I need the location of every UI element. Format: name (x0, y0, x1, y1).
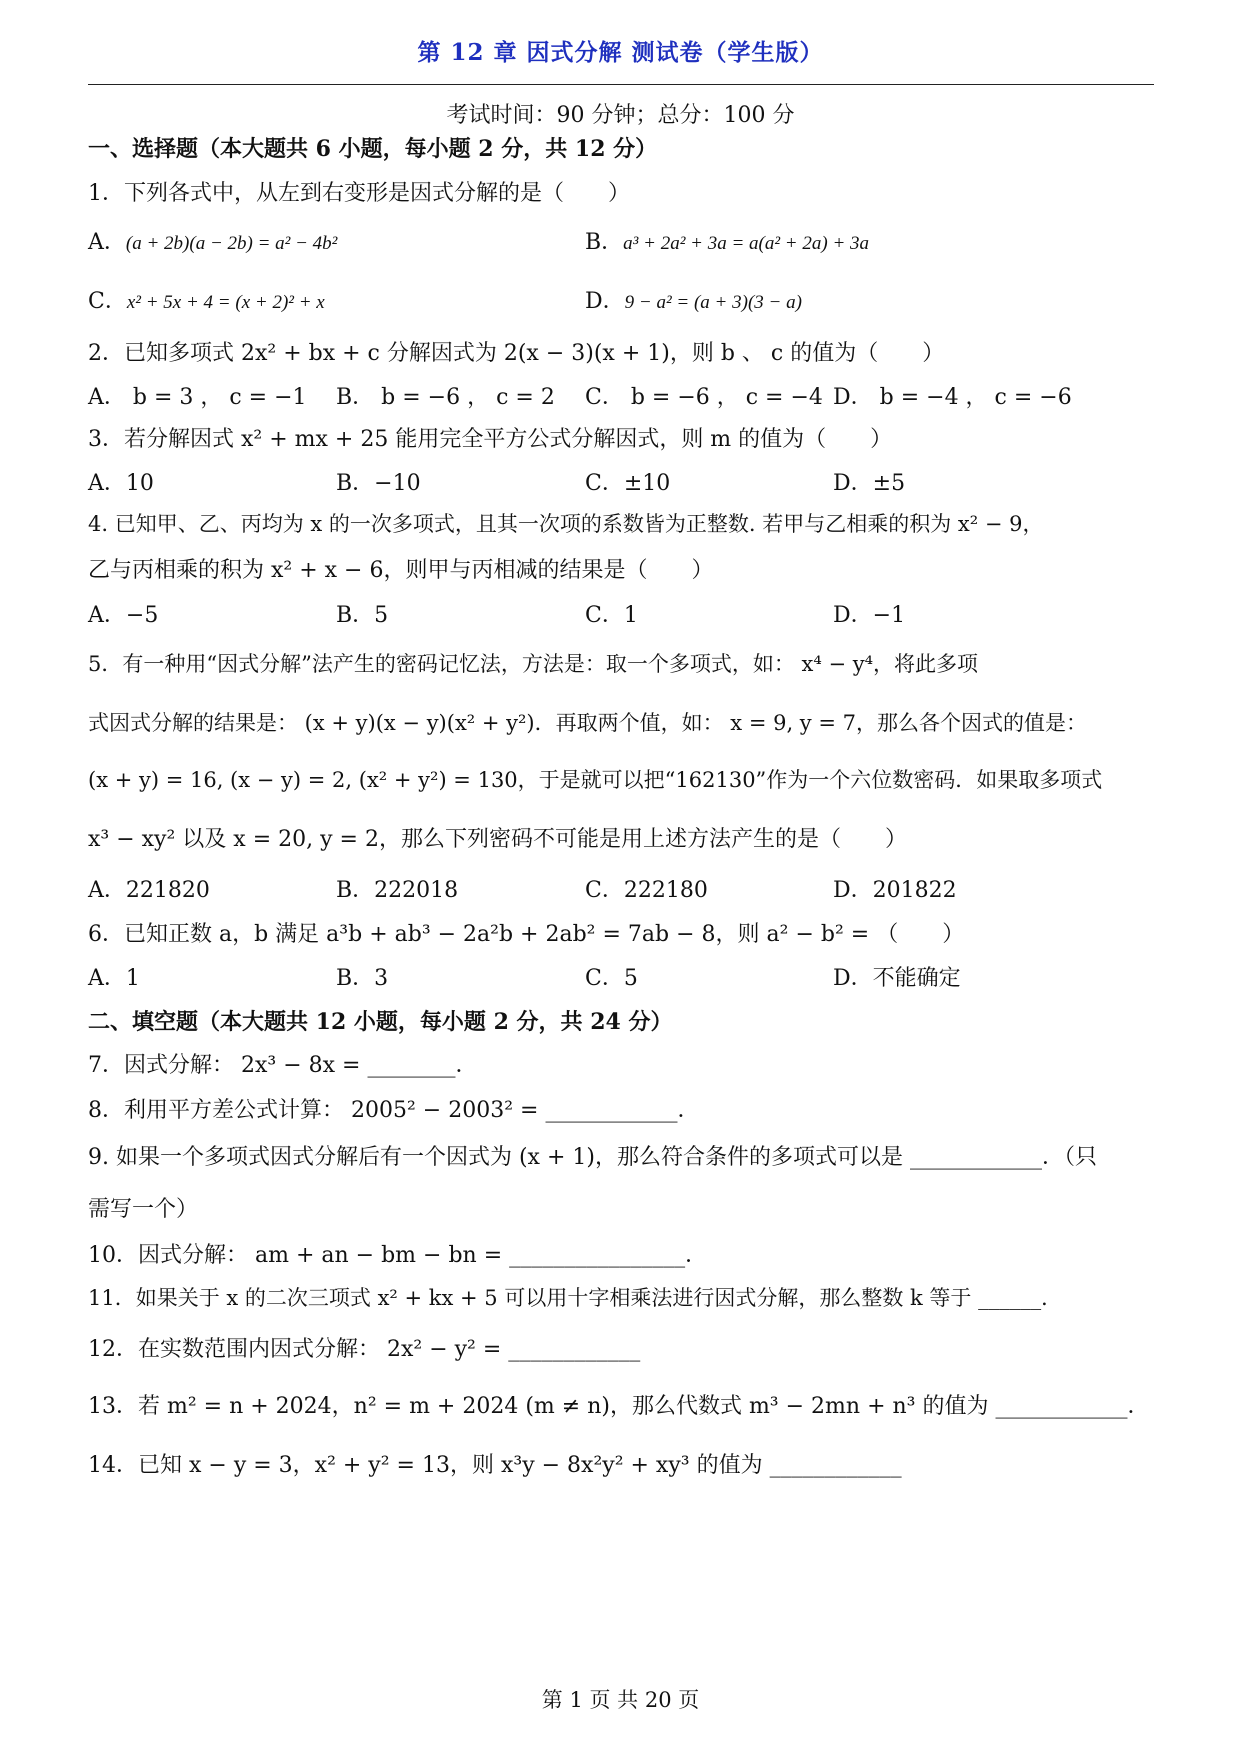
q1-option-a-text: (a + 2b)(a − 2b) = a² − 4b² (125, 233, 338, 254)
q1-option-c-label: C． (88, 289, 127, 314)
q1-option-b-label: B． (585, 230, 624, 255)
q3-option-d: D．±5 (833, 471, 906, 496)
q2-option-b: B． b = −6 ， c = 2 (336, 385, 555, 410)
q5-option-d: D．201822 (833, 878, 957, 903)
exam-info: 考试时间：90 分钟；总分：100 分 (446, 103, 795, 128)
q11: 11．如果关于 x 的二次三项式 x² + kx + 5 可以用十字相乘法进行因式分解，那么整数 k 等于 ______． (88, 1286, 1063, 1310)
q3-option-c: C．±10 (585, 471, 671, 496)
q1-option-c-text: x² + 5x + 4 = (x + 2)² + x (126, 292, 325, 313)
q8: 8．利用平方差公式计算： 2005² − 2003² = ____________． (88, 1098, 700, 1123)
q4-stem-line2: 乙与丙相乘的积为 x² + x − 6，则甲与丙相减的结果是（ ） (88, 558, 714, 583)
q12: 12．在实数范围内因式分解： 2x² − y² = ____________ (88, 1337, 641, 1362)
q13: 13．若 m² = n + 2024，n² = m + 2024 (m ≠ n)，那么代数式 m³ − 2mn + n³ 的值为 ____________． (88, 1394, 1150, 1419)
q7: 7．因式分解： 2x³ − 8x = ________． (88, 1053, 478, 1078)
section-2-title: 二、填空题（本大题共 12 小题，每小题 2 分，共 24 分） (88, 1009, 673, 1035)
q1-option-d (585, 284, 802, 315)
q1-option-c (88, 284, 325, 315)
q5-line4: x³ − xy² 以及 x = 20, y = 2，那么下列密码不可能是用上述方法产生的是（ ） (88, 827, 907, 852)
q4-option-d: D．−1 (833, 603, 906, 628)
q2-stem: 2．已知多项式 2x² + bx + c 分解因式为 2(x − 3)(x + 1)，则 b 、 c 的值为（ ） (88, 341, 945, 366)
q5-option-b: B．222018 (336, 878, 459, 903)
q4-option-b: B．5 (336, 603, 389, 628)
q4-option-c: C．1 (585, 603, 638, 628)
q1-option-d-label: D． (585, 289, 625, 314)
q5-line3: (x + y) = 16, (x − y) = 2, (x² + y²) = 130，于是就可以把“162130”作为一个六位数密码．如果取多项式 (88, 768, 1103, 792)
section-1-title: 一、选择题（本大题共 6 小题，每小题 2 分，共 12 分） (88, 136, 658, 162)
q6-option-d: D．不能确定 (833, 966, 961, 991)
q1-option-d-text: 9 − a² = (a + 3)(3 − a) (624, 292, 802, 313)
q10: 10．因式分解： am + an − bm − bn = ________________． (88, 1243, 708, 1268)
q9-line1: 9. 如果一个多项式因式分解后有一个因式为 (x + 1)，那么符合条件的多项式可以是 ____________．（只 (88, 1145, 1097, 1170)
page-number: 第 1 页 共 20 页 (541, 1688, 700, 1712)
q1-option-a (88, 225, 337, 256)
q2-option-c: C． b = −6 ， c = −4 (585, 385, 823, 410)
q1-option-b-text: a³ + 2a² + 3a = a(a² + 2a) + 3a (623, 233, 870, 254)
q6-stem: 6．已知正数 a，b 满足 a³b + ab³ − 2a²b + 2ab² = 7ab − 8，则 a² − b² = （ ） (88, 922, 965, 947)
q4-stem-line1: 4. 已知甲、乙、丙均为 x 的一次多项式，且其一次项的系数皆为正整数. 若甲与乙相乘的积为 x² − 9， (88, 512, 1044, 536)
q6-option-b: B．3 (336, 966, 389, 991)
q6-option-a: A．1 (88, 966, 140, 991)
q1-option-a-label: A． (88, 230, 126, 255)
q1-option-b (585, 225, 869, 256)
q5-line1: 5．有一种用“因式分解”法产生的密码记忆法，方法是：取一个多项式，如： x⁴ − y⁴，将此多项 (88, 652, 978, 676)
q14: 14．已知 x − y = 3，x² + y² = 13，则 x³y − 8x²y² + xy³ 的值为 ____________ (88, 1453, 902, 1478)
q2-option-a: A． b = 3 ， c = −1 (88, 385, 307, 410)
q4-option-a: A．−5 (88, 603, 159, 628)
q2-option-d: D． b = −4 ， c = −6 (833, 385, 1072, 410)
q5-option-c: C．222180 (585, 878, 708, 903)
q1-stem: 1．下列各式中，从左到右变形是因式分解的是（ ） (88, 181, 630, 206)
q5-line2: 式因式分解的结果是： (x + y)(x − y)(x² + y²)．再取两个值，如： x = 9, y = 7，那么各个因式的值是： (88, 711, 1087, 735)
q6-option-c: C．5 (585, 966, 638, 991)
q5-option-a: A．221820 (88, 878, 210, 903)
q9-line2: 需写一个） (88, 1197, 199, 1222)
q3-option-b: B．−10 (336, 471, 421, 496)
q3-option-a: A．10 (88, 471, 154, 496)
page-title: 第 12 章 因式分解 测试卷（学生版） (417, 39, 824, 66)
q3-stem: 3．若分解因式 x² + mx + 25 能用完全平方公式分解因式，则 m 的值为（ ） (88, 427, 893, 452)
header-divider (88, 84, 1154, 85)
